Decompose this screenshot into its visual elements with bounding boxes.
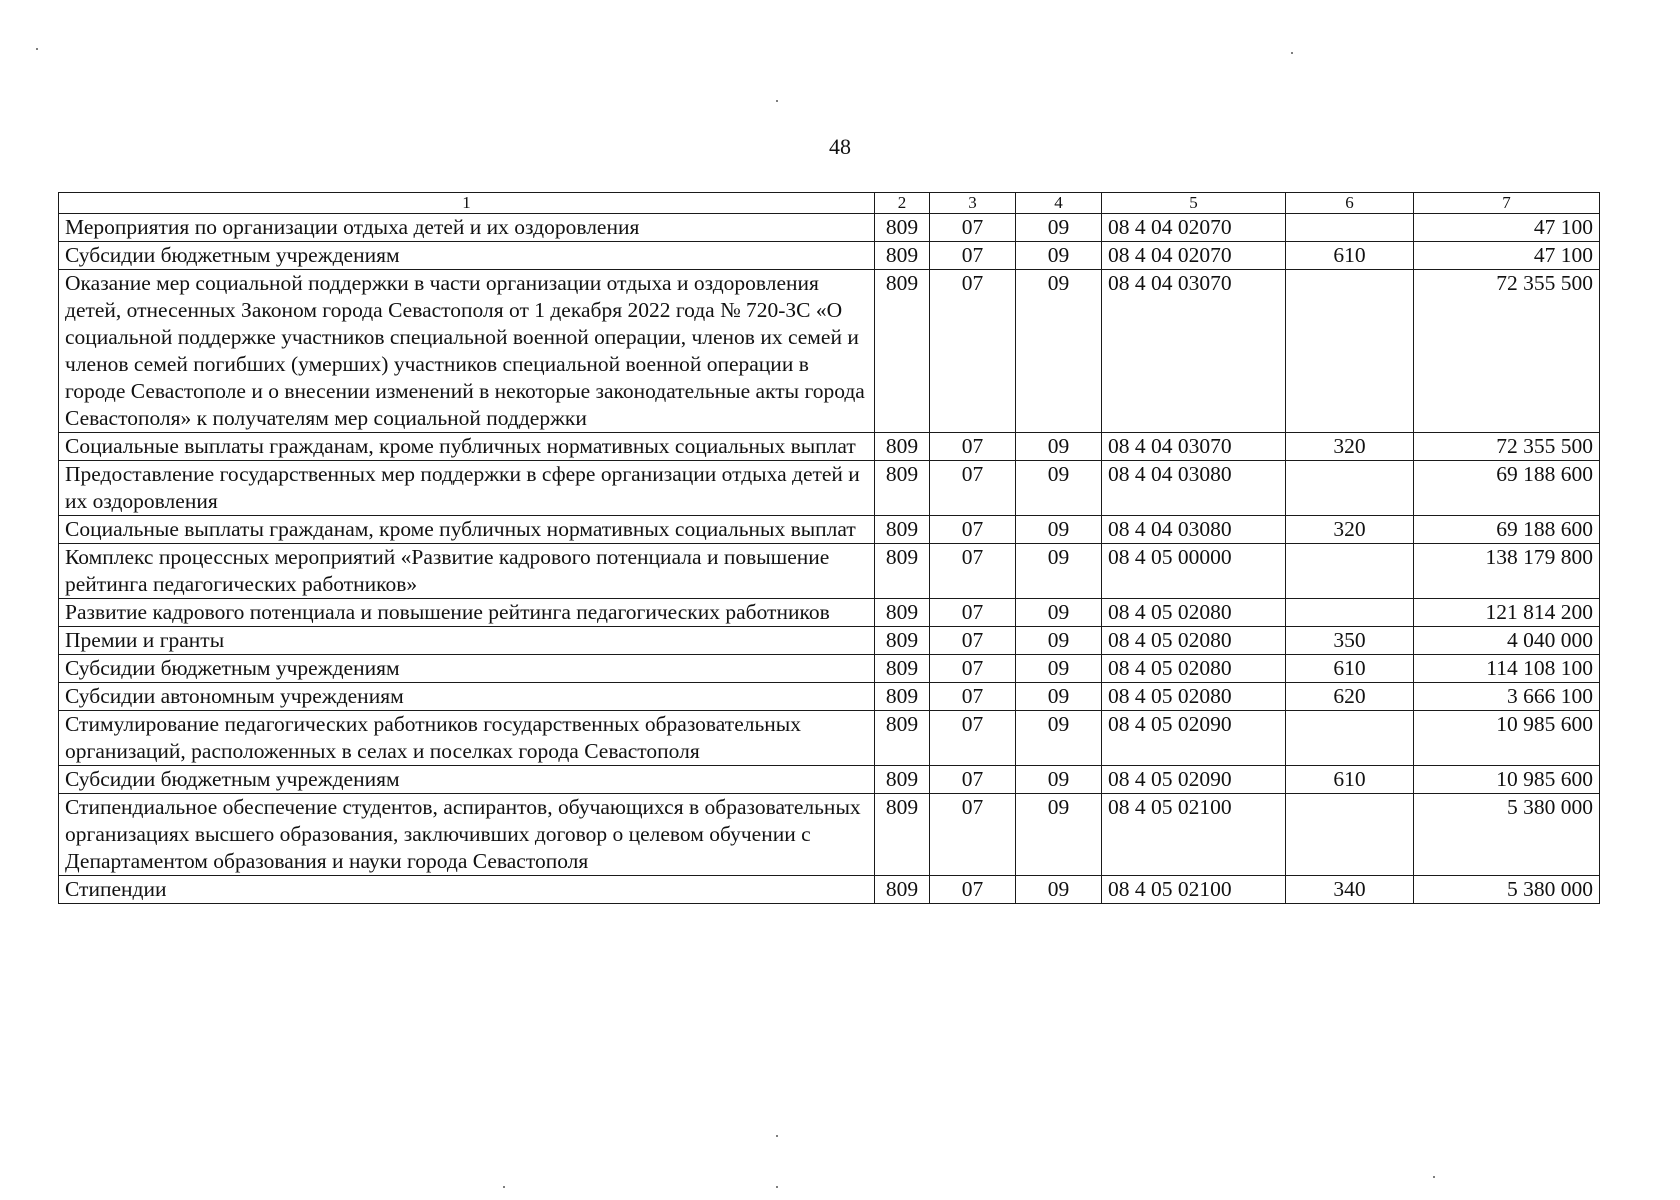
scan-speck xyxy=(1433,1176,1435,1178)
scan-speck xyxy=(776,100,778,102)
table-row xyxy=(59,461,1600,516)
section-cell: 07 xyxy=(930,876,1016,904)
section-cell: 07 xyxy=(930,544,1016,599)
row-name-cell: Социальные выплаты гражданам, кроме публичных нормативных социальных выплат xyxy=(59,433,875,461)
table-row xyxy=(59,766,1600,794)
column-header: 4 xyxy=(1016,193,1102,214)
row-name-cell: Субсидии автономным учреждениям xyxy=(59,683,875,711)
ministry-code-cell: 809 xyxy=(875,242,930,270)
amount-cell: 5 380 000 xyxy=(1414,876,1600,904)
amount-cell: 10 985 600 xyxy=(1414,711,1600,766)
subsection-cell: 09 xyxy=(1016,683,1102,711)
section-cell: 07 xyxy=(930,627,1016,655)
expense-type-cell: 340 xyxy=(1286,876,1414,904)
section-cell: 07 xyxy=(930,655,1016,683)
subsection-cell: 09 xyxy=(1016,876,1102,904)
section-cell: 07 xyxy=(930,683,1016,711)
subsection-cell: 09 xyxy=(1016,711,1102,766)
target-article-cell: 08 4 05 02100 xyxy=(1102,794,1286,876)
target-article-cell: 08 4 04 03080 xyxy=(1102,461,1286,516)
table-row xyxy=(59,516,1600,544)
row-name-cell: Субсидии бюджетным учреждениям xyxy=(59,242,875,270)
row-name-cell: Мероприятия по организации отдыха детей и их оздоровления xyxy=(59,214,875,242)
ministry-code-cell: 809 xyxy=(875,214,930,242)
subsection-cell: 09 xyxy=(1016,242,1102,270)
expense-type-cell xyxy=(1286,214,1414,242)
subsection-cell: 09 xyxy=(1016,461,1102,516)
column-header: 2 xyxy=(875,193,930,214)
section-cell: 07 xyxy=(930,516,1016,544)
amount-cell: 47 100 xyxy=(1414,214,1600,242)
section-cell: 07 xyxy=(930,794,1016,876)
row-name-cell: Премии и гранты xyxy=(59,627,875,655)
subsection-cell: 09 xyxy=(1016,794,1102,876)
expense-type-cell: 320 xyxy=(1286,516,1414,544)
ministry-code-cell: 809 xyxy=(875,461,930,516)
target-article-cell: 08 4 05 02080 xyxy=(1102,599,1286,627)
target-article-cell: 08 4 04 03070 xyxy=(1102,270,1286,433)
expense-type-cell xyxy=(1286,461,1414,516)
expense-type-cell xyxy=(1286,544,1414,599)
subsection-cell: 09 xyxy=(1016,599,1102,627)
target-article-cell: 08 4 05 02090 xyxy=(1102,711,1286,766)
ministry-code-cell: 809 xyxy=(875,876,930,904)
expense-type-cell: 620 xyxy=(1286,683,1414,711)
section-cell: 07 xyxy=(930,242,1016,270)
amount-cell: 3 666 100 xyxy=(1414,683,1600,711)
expense-type-cell xyxy=(1286,794,1414,876)
column-header: 7 xyxy=(1414,193,1600,214)
ministry-code-cell: 809 xyxy=(875,270,930,433)
row-name-cell: Стипендиальное обеспечение студентов, аспирантов, обучающихся в образовательных организациях высшего образования, заключивших договор о целевом обучении с Департаментом образования и науки города Севастополя xyxy=(59,794,875,876)
scan-speck xyxy=(503,1186,505,1188)
amount-cell: 114 108 100 xyxy=(1414,655,1600,683)
amount-cell: 69 188 600 xyxy=(1414,516,1600,544)
section-cell: 07 xyxy=(930,711,1016,766)
section-cell: 07 xyxy=(930,433,1016,461)
table-row xyxy=(59,242,1600,270)
expense-type-cell xyxy=(1286,270,1414,433)
subsection-cell: 09 xyxy=(1016,516,1102,544)
row-name-cell: Оказание мер социальной поддержки в части организации отдыха и оздоровления детей, отнесенных Законом города Севастополя от 1 декабря 2022 года № 720-ЗС «О социальной поддержке участников специальной военной операции, членов их семей и членов семей погибших (умерших) участников специальной военной операции в городе Севастополе и о внесении изменений в некоторые законодательные акты города Севастополя» к получателям мер социальной поддержки xyxy=(59,270,875,433)
scan-speck xyxy=(776,1135,778,1137)
column-header: 5 xyxy=(1102,193,1286,214)
target-article-cell: 08 4 04 03080 xyxy=(1102,516,1286,544)
section-cell: 07 xyxy=(930,599,1016,627)
table-row xyxy=(59,627,1600,655)
target-article-cell: 08 4 05 02080 xyxy=(1102,655,1286,683)
expense-type-cell: 610 xyxy=(1286,655,1414,683)
target-article-cell: 08 4 05 02090 xyxy=(1102,766,1286,794)
budget-table xyxy=(58,192,1600,904)
target-article-cell: 08 4 05 02080 xyxy=(1102,683,1286,711)
column-header-row xyxy=(59,193,1600,214)
table-row xyxy=(59,711,1600,766)
section-cell: 07 xyxy=(930,270,1016,433)
amount-cell: 4 040 000 xyxy=(1414,627,1600,655)
amount-cell: 72 355 500 xyxy=(1414,433,1600,461)
row-name-cell: Предоставление государственных мер поддержки в сфере организации отдыха детей и их оздоровления xyxy=(59,461,875,516)
amount-cell: 72 355 500 xyxy=(1414,270,1600,433)
amount-cell: 10 985 600 xyxy=(1414,766,1600,794)
ministry-code-cell: 809 xyxy=(875,516,930,544)
subsection-cell: 09 xyxy=(1016,655,1102,683)
section-cell: 07 xyxy=(930,766,1016,794)
amount-cell: 47 100 xyxy=(1414,242,1600,270)
expense-type-cell: 610 xyxy=(1286,766,1414,794)
target-article-cell: 08 4 04 02070 xyxy=(1102,214,1286,242)
column-header: 6 xyxy=(1286,193,1414,214)
ministry-code-cell: 809 xyxy=(875,433,930,461)
amount-cell: 5 380 000 xyxy=(1414,794,1600,876)
table-row xyxy=(59,544,1600,599)
column-header: 3 xyxy=(930,193,1016,214)
expense-type-cell xyxy=(1286,599,1414,627)
table-row xyxy=(59,433,1600,461)
table-row xyxy=(59,655,1600,683)
ministry-code-cell: 809 xyxy=(875,655,930,683)
expense-type-cell: 610 xyxy=(1286,242,1414,270)
row-name-cell: Стимулирование педагогических работников государственных образовательных организаций, расположенных в селах и поселках города Севастополя xyxy=(59,711,875,766)
row-name-cell: Стипендии xyxy=(59,876,875,904)
scan-speck xyxy=(36,48,38,50)
ministry-code-cell: 809 xyxy=(875,627,930,655)
table-row xyxy=(59,270,1600,433)
ministry-code-cell: 809 xyxy=(875,599,930,627)
subsection-cell: 09 xyxy=(1016,270,1102,433)
subsection-cell: 09 xyxy=(1016,214,1102,242)
amount-cell: 138 179 800 xyxy=(1414,544,1600,599)
table-row xyxy=(59,683,1600,711)
row-name-cell: Социальные выплаты гражданам, кроме публичных нормативных социальных выплат xyxy=(59,516,875,544)
table-row xyxy=(59,214,1600,242)
target-article-cell: 08 4 04 03070 xyxy=(1102,433,1286,461)
target-article-cell: 08 4 05 00000 xyxy=(1102,544,1286,599)
ministry-code-cell: 809 xyxy=(875,711,930,766)
expense-type-cell: 350 xyxy=(1286,627,1414,655)
expense-type-cell xyxy=(1286,711,1414,766)
amount-cell: 121 814 200 xyxy=(1414,599,1600,627)
subsection-cell: 09 xyxy=(1016,627,1102,655)
subsection-cell: 09 xyxy=(1016,433,1102,461)
ministry-code-cell: 809 xyxy=(875,794,930,876)
target-article-cell: 08 4 05 02100 xyxy=(1102,876,1286,904)
scan-speck xyxy=(1291,52,1293,54)
target-article-cell: 08 4 05 02080 xyxy=(1102,627,1286,655)
scan-speck xyxy=(776,1186,778,1188)
expense-type-cell: 320 xyxy=(1286,433,1414,461)
subsection-cell: 09 xyxy=(1016,544,1102,599)
table-row xyxy=(59,876,1600,904)
ministry-code-cell: 809 xyxy=(875,683,930,711)
section-cell: 07 xyxy=(930,461,1016,516)
row-name-cell: Комплекс процессных мероприятий «Развитие кадрового потенциала и повышение рейтинга педагогических работников» xyxy=(59,544,875,599)
table-row xyxy=(59,599,1600,627)
section-cell: 07 xyxy=(930,214,1016,242)
row-name-cell: Субсидии бюджетным учреждениям xyxy=(59,655,875,683)
column-header: 1 xyxy=(59,193,875,214)
table-row xyxy=(59,794,1600,876)
subsection-cell: 09 xyxy=(1016,766,1102,794)
ministry-code-cell: 809 xyxy=(875,544,930,599)
page-number: 48 xyxy=(829,134,851,159)
row-name-cell: Развитие кадрового потенциала и повышение рейтинга педагогических работников xyxy=(59,599,875,627)
amount-cell: 69 188 600 xyxy=(1414,461,1600,516)
target-article-cell: 08 4 04 02070 xyxy=(1102,242,1286,270)
ministry-code-cell: 809 xyxy=(875,766,930,794)
row-name-cell: Субсидии бюджетным учреждениям xyxy=(59,766,875,794)
